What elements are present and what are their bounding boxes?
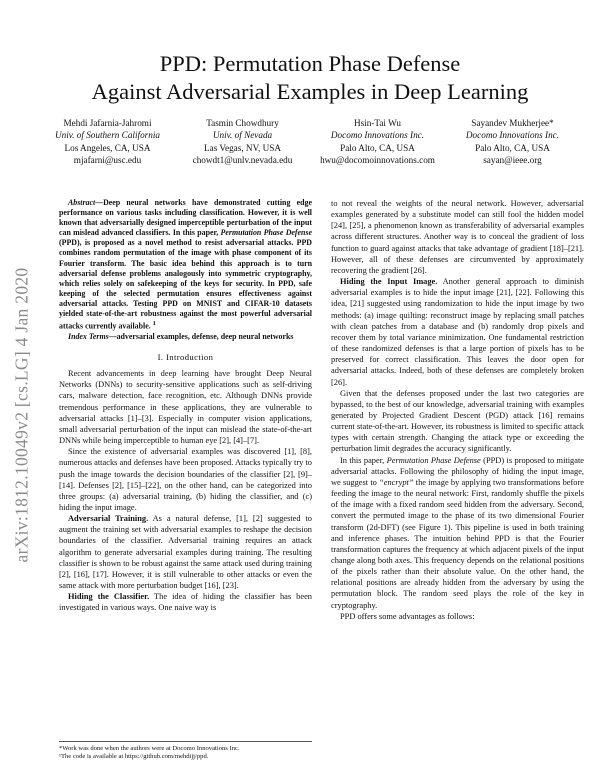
index-terms-text: —adversarial examples, defense, deep neural networks (108, 331, 294, 341)
paragraph-text: In this paper, (340, 455, 387, 465)
author-2 (175, 117, 310, 167)
title-line-2: Against Adversarial Examples in Deep Learning (91, 79, 529, 104)
author-name: Sayandev Mukherjee* (471, 118, 554, 128)
author-email: mjafarni@usc.edu (73, 155, 142, 166)
paragraph: PPD offers some advantages as follows: (340, 611, 475, 621)
footnote-1: *Work was done when the authors were at Docomo Innovations Inc. (59, 745, 240, 752)
paragraph-text: The idea of hiding the classifier has been investigated in various ways. One naive way is (59, 592, 312, 613)
footnotes (59, 741, 312, 762)
title-line-1: PPD: Permutation Phase Defense (159, 51, 461, 76)
author-affiliation: Docomo Innovations Inc. (330, 130, 425, 141)
paragraph: Given that the defenses proposed under the last two categories are bypassed, to the best of our knowledge, adversarial training with examples generated by Projected Gradient Descent (PGD) attack [16] remains current state-of-the-art. However, its robustness is limited to specific attack types with certain strength. Changing the attack type or exceeding the perturbation limit degrades the accuracy significantly. (331, 388, 584, 454)
footnote-2: ¹The code is available at https://github.com/mehdijj/ppd. (59, 753, 209, 761)
author-name: Mehdi Jafarnia-Jahromi (63, 118, 152, 128)
abstract-text-2: (PPD), is proposed as a novel method to resist adversarial attacks. PPD combines random permutation of the image with phase component of its Fourier transform. The basic idea behind this approach is to turn adversarial defense problems analogously into symmetric cryptography, which relies solely on safekeeping of the keys for security. In PPD, safe keeping of the selected permutation ensures effectiveness against adversarial attacks. Testing PPD on MNIST and CIFAR-10 datasets yielded state-of-the-art robustness against the most powerful adversarial attacks currently available. (59, 238, 312, 331)
arxiv-stamp (12, 230, 32, 600)
author-name: Tasmin Chowdhury (206, 118, 279, 128)
paragraph-text: Another general approach to diminish adversarial examples is to hide the input image [21], [22]. Following this idea, [21] suggested using randomization to hide the input image by two methods: (a) image quilting: reconstruct image by replacing small patches with clean patches from a database and (b) randomly drop pixels and recover them by total variance minimization. One fundamental restriction of these randomized defenses is that a large portion of pixels has to be preserved for correct classification. This leaves the door open for adversarial attacks. Indeed, both of these defenses are completely broken [26]. (331, 277, 584, 387)
author-email: chowdt1@unlv.nevada.edu (192, 155, 293, 166)
paragraph (331, 455, 584, 611)
paper-title (40, 50, 580, 106)
author-email: hwu@docomoinnovations.com (320, 155, 435, 166)
author-affiliation: Univ. of Southern California (55, 130, 160, 141)
arxiv-stamp-text: arXiv:1812.10049v2 [cs.LG] 4 Jan 2020 (11, 267, 32, 563)
author-location: Las Vegas, NV, USA (204, 142, 281, 153)
paragraph: Recent advancements in deep learning have brought Deep Neural Networks (DNNs) to security-sensitive applications such as self-driving cars, malware detection, face recognition, etc. Although DNNs provide tremendous performance in these applications, they are vulnerable to adversarial attacks [1]–[3]. Especially in computer vision applications, small adversarial perturbation of the input can mislead the state-of-the-art DNNs while being imperceptible to human eye [2], [4]–[7]. (59, 369, 312, 446)
footnote-mark: 1 (152, 320, 156, 328)
paragraph-text: the image by applying two transformations before feeding the image to the neural network: First, randomly shuffle the pixels of the image with a fixed random seed hidden from the adversary. Second, convert the permuted image to the phase of its two dimensional Fourier transform (2d-DFT) (see Figure 1). This pipeline is used in both training and inference phases. The intuition behind PPD is that the Fourier transformation captures the frequency at which adjacent pixels of the input change along both axes. This frequency depends on the relational positions of the pixels rather than their absolute value. On the other hand, the relational positions are already hidden from the adversary by using the permutation block. The random seed plays the role of the key in cryptography. (331, 477, 584, 610)
abstract-lead: Abstract (68, 198, 96, 207)
author-1 (40, 117, 175, 167)
author-3 (310, 117, 445, 167)
paragraph-text: As a natural defense, [1], [2] suggested to augment the training set with adversarial examples to reshape the decision boundaries of the classifier. Adversarial training requires an attack algorithm to generate adversarial examples during training. The resulting classifier is shown to be robust against the same attack used during training [2], [16], [17]. However, it is still vulnerable to other attacks or even the same attack with more perturbation budget [16], [23]. (59, 514, 312, 591)
author-location: Palo Alto, CA, USA (475, 142, 550, 153)
author-location: Palo Alto, CA, USA (340, 142, 415, 153)
section-heading-introduction: I. Introduction (157, 351, 214, 362)
paragraph-text: (PPD) is proposed to mitigate adversarial attacks. Following the philosophy of hiding the input image, we suggest to (331, 455, 584, 487)
author-location: Los Angeles, CA, USA (64, 142, 151, 153)
paragraph (59, 513, 312, 591)
author-name: Hsin-Tai Wu (353, 118, 402, 128)
index-terms-lead: Index Terms (68, 331, 109, 341)
paragraph: to not reveal the weights of the neural network. However, adversarial examples generated by a substitute model can still fool the hidden model [24], [25], a phenomenon known as transferability of adversarial examples across different structures. Another way is to conceal the gradient of loss function to guard against attacks that take advantage of gradient [18]–[21]. However, all of these defenses are circumvented by approximately recovering the gradient [26]. (331, 199, 584, 275)
author-affiliation: Docomo Innovations Inc. (465, 130, 560, 141)
author-affiliation: Univ. of Nevada (212, 130, 273, 141)
paragraph: Since the existence of adversarial examples was discovered [1], [8], numerous attacks and defenses have been proposed. Attacks typically try to push the image towards the decision boundaries of the classifier [2], [9]–[14]. Defenses [2], [15]–[22], on the other hand, can be categorized into three groups: (a) adversarial training, (b) hiding the classifier, and (c) hiding the input image. (59, 447, 312, 512)
abstract (59, 198, 312, 332)
quoted-term: “encrypt” (379, 477, 414, 487)
method-name: Permutation Phase Defense (386, 455, 481, 465)
author-4 (445, 117, 580, 167)
abstract-method-name: Permutation Phase Defense (220, 228, 312, 238)
author-block (40, 117, 580, 167)
paragraph-heading: Hiding the Classifier. (68, 592, 150, 602)
right-column (331, 198, 584, 622)
paragraph-heading: Hiding the Input Image. (340, 277, 438, 287)
abstract-text-1: —Deep neural networks have demonstrated cutting edge performance on various tasks including classification. However, it is well known that adversarially designed imperceptible perturbation of the input can mislead advanced classifiers. In this paper, (59, 198, 312, 238)
left-column (59, 198, 312, 614)
paragraph (59, 591, 312, 613)
index-terms (59, 332, 312, 342)
author-email: sayan@ieee.org (483, 155, 542, 166)
paragraph (331, 276, 584, 388)
paragraph-heading: Adversarial Training. (68, 514, 149, 524)
